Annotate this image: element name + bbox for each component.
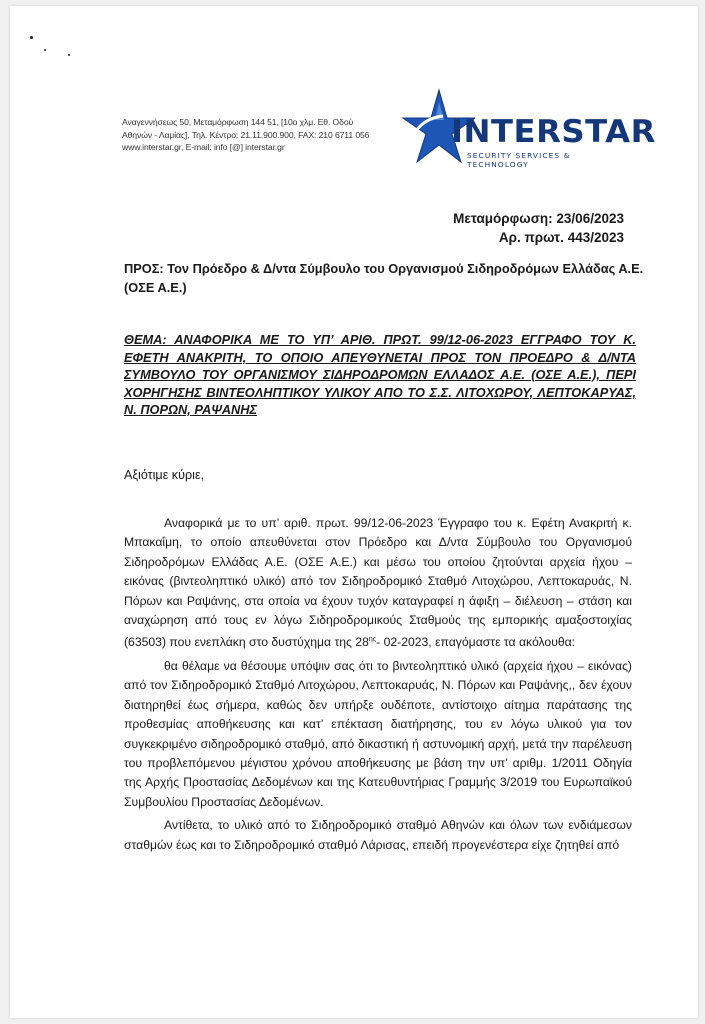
paragraph-1 <box>124 514 632 653</box>
paragraph-3: Αντίθετα, το υλικό από το Σιδηροδρομικό σταθμό Αθηνών και όλων των ενδιάμεσων σταθμών έως και το Σιδηροδρομικό σταθμό Λάρισας, επειδή προγενέστερα είχε ζητηθεί από <box>124 818 632 852</box>
address-line: www.interstar.gr, E-mail: info [@] interstar.gr <box>122 142 285 152</box>
paragraph-text: - 02-2023, επαγόμαστε τα ακόλουθα: <box>376 635 576 650</box>
recipient-line: ΠΡΟΣ: Τον Πρόεδρο & Δ/ντα Σύμβουλο του Οργανισμού Σιδηροδρόμων Ελλάδας Α.Ε. (ΟΣΕ Α.Ε.) <box>124 261 644 295</box>
greeting: Αξιότιμε κύριε, <box>124 468 205 482</box>
document-page <box>10 6 698 1018</box>
protocol-number: Αρ. πρωτ. 443/2023 <box>498 230 624 245</box>
address-line: Αναγεννήσεως 50, Μεταμόρφωση 144 51, [10ο χλμ. Εθ. Οδού <box>122 117 354 127</box>
subject-heading: ΘΕΜΑ: ΑΝΑΦΟΡΙΚΑ ΜΕ ΤΟ ΥΠ’ ΑΡΙΘ. ΠΡΩΤ. 99/12-06-2023 ΕΓΓΡΑΦΟ ΤΟΥ Κ. ΕΦΕΤΗ ΑΝΑΚΡΙΤΗ, ΤΟ ΟΠΟΙΟ ΑΠΕΥΘΥΝΕΤΑΙ ΠΡΟΣ ΤΟΝ ΠΡΟΕΔΡΟ & Δ/ΝΤΑ ΣΥΜΒΟΥΛΟ ΤΟΥ ΟΡΓΑΝΙΣΜΟΥ ΣΙΔΗΡΟΔΡΟΜΩΝ ΕΛΛΑΔΟΣ Α.Ε. (ΟΣΕ Α.Ε.), ΠΕΡΙ ΧΟΡΗΓΗΣΗΣ ΒΙΝΤΕΟΛΗΠΤΙΚΟΥ ΥΛΙΚΟΥ ΑΠΟ ΤΟ Σ.Σ. ΛΙΤΟΧΩΡΟΥ, ΛΕΠΤΟΚΑΡΥΑΣ, Ν. ΠΟΡΩΝ, ΡΑΨΑΝΗΣ <box>124 332 636 417</box>
logo-wordmark: INTERSTAR <box>451 114 656 150</box>
address-line: Αθηνών - Λαμίας], Τηλ. Κέντρο: 21.11.900.900, FAX: 210 6711 056 <box>122 129 370 140</box>
letter-body <box>124 514 632 859</box>
paragraph-2: θα θέλαμε να θέσουμε υπόψιν σας ότι το βιντεοληπτικό υλικό (αρχεία ήχου – εικόνας) από τον Σιδηροδρομικό Σταθμό Λιτοχώρου, Λεπτοκαρυάς, Ν. Πόρων και Ραψάνης,, δεν έχουν διατηρηθεί έως σήμερα, καθώς δεν υπήρξε ουδέποτε, αντίστοιχο αίτημα παράτασης της προθεσμίας αποθήκευσης και κατ’ επέκταση διατήρησης, του εν λόγω υλικού για τον συγκεκριμένο σιδηροδρομικό σταθμό, από δικαστική ή αστυνομική αρχή, μετά την παρέλευση του προβλεπόμενου μέγιστου χρόνου αποθήκευσης με βάση την υπ’ αριθμ. 1/2011 Οδηγία της Αρχής Προστασίας Δεδομένων και της Κατευθυντήριας Γραμμής 3/2019 του Ευρωπαϊκού Συμβουλίου Προστασίας Δεδομένων. <box>124 658 632 809</box>
company-logo <box>395 88 656 170</box>
letterhead-address <box>122 116 369 154</box>
paragraph-text: Αναφορικά με το υπ’ αριθ. πρωτ. 99/12-06-2023 Έγγραφο του κ. Εφέτη Ανακριτή κ. Μπακαΐμη, το οποίο απευθύνεται στον Πρόεδρο και Δ/ντα Σύμβουλο του Οργανισμού Σιδηροδρόμων Ελλάδας Α.Ε. (ΟΣΕ Α.Ε.) και μέσω του οποίου ζητούνται αρχεία ήχου – εικόνας (βιντεοληπτικό υλικό) από τον Σιδηροδρομικό Σταθμό Λιτοχώρου, Λεπτοκαρυάς, Ν. Πόρων και Ραψάνης, στα οποία να έχουν τυχόν καταγραφεί η άφιξη – διέλευση – στάση και αναχώρηση από τους εν λόγω Σιδηροδρομικούς Σταθμούς της εμπορικής αμαξοστοιχίας (63503) που ενεπλάκη στο δυστύχημα της 28 <box>124 516 632 650</box>
date-protocol-block <box>453 209 624 247</box>
date-line: Μεταμόρφωση: 23/06/2023 <box>453 211 624 226</box>
logo-tagline: SECURITY SERVICES & TECHNOLOGY <box>467 151 571 169</box>
ordinal-suffix: ης <box>368 636 377 644</box>
